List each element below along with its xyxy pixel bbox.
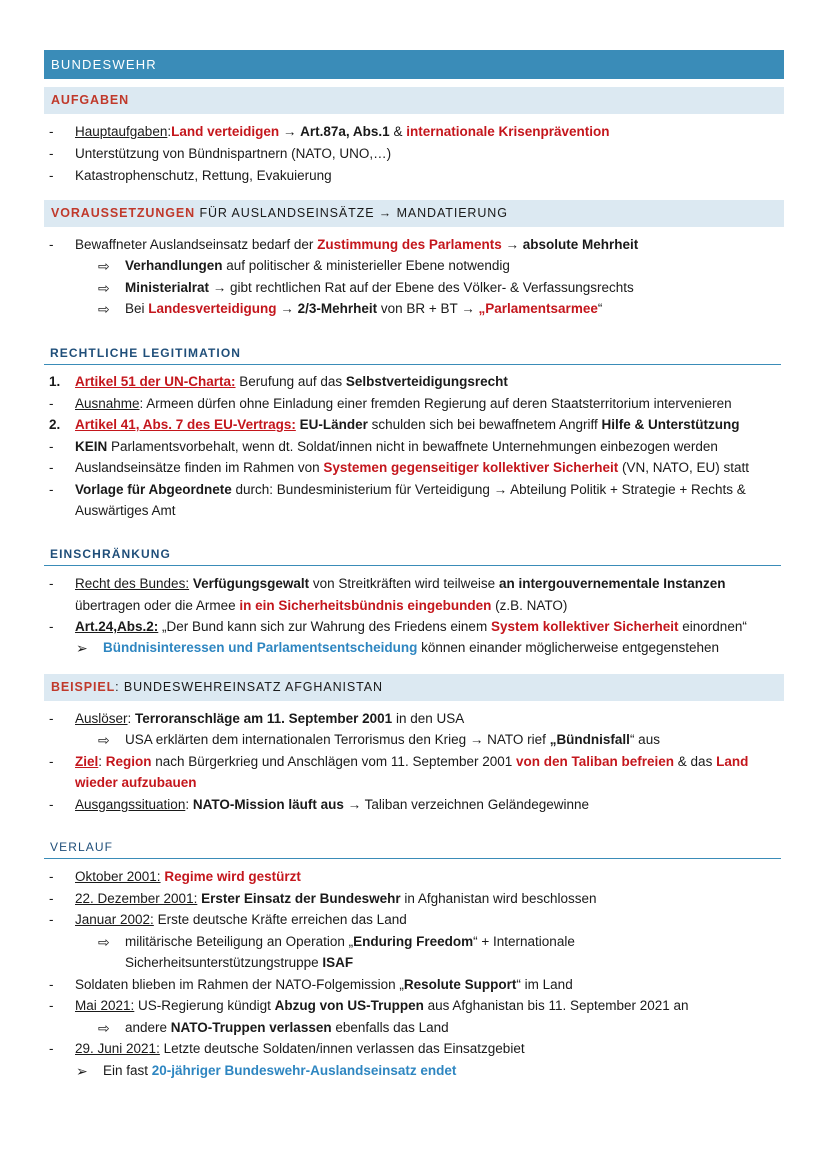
bullet-dash: - [49,146,54,161]
document-page: BUNDESWEHR AUFGABEN - Hauptaufgaben:Land verteidigen → Art.87a, Abs.1 & internationale Krisenprävention - Unterstützung von Bündnispartnern (NATO, UNO,…) - Katastrophenschutz, Rettung, Evakuierung VORAUSSETZUNGEN FÜR AUSLANDSEINSÄTZE → MANDATIERUNG - Bewaffneter Auslandseinsatz bedarf der Zustimmung des Parlaments → absolute Mehrheit ⇨ Verhandlungen auf politischer & ministerieller Ebene notwendig ⇨ Ministerialrat → gibt rechtlichen Rat auf der Ebene des Völker- & Verfassungsrechts ⇨ Bei Landesverteidigung → 2/3-Mehrheit von BR + BT → „Parlamentsarmee“ RECHTLICHE LEGITIMATION 1. Artikel 51 der UN-Charta: Berufung auf das Selbstverteidigungsrecht - Ausnahme: Armeen dürfen ohne Einladung einer fremden Regierung auf deren Staatsterritorium intervenieren 2. Artikel 41, Abs. 7 des EU-Vertrags: EU-Länder schulden sich bei bewaffnetem Angriff Hilfe & Unterstützung - KEIN Parlamentsvorbehalt, wenn dt. Soldat/innen nicht in bewaffnete Unternehmungen einbezogen werden - Auslandseinsätze finden im Rahmen von Systemen gegenseitiger kollektiver Sicherheit (VN, NATO, EU) statt - Vorlage für Abgeordnete durch: Bundesministerium für Verteidigung → Abteilung Politik + Strategie + Rechts & Auswärtiges Amt EINSCHRÄNKUNG - Recht des Bundes: Verfügungsgewalt von Streitkräften wird teilweise an intergouvernementale Instanzen übertragen oder die Armee in ein Sicherheitsbündnis eingebunden (z.B. NATO) - Art.24,Abs.2: „Der Bund kann sich zur Wahrung des Friedens einem System kollektiver Sicherheit einordnen“ ➢ Bündnisinteressen und Parlamentsentscheidung können einander möglicherweise entgegenstehen BEISPIEL: BUNDESWEHREINSATZ AFGHANISTAN - Auslöser: Terroranschläge am 11. September 2001 in den USA ⇨ USA erklärten dem internationalen Terrorismus den Krieg → NATO rief „Bündnisfall“ aus - Ziel: Region nach Bürgerkrieg und Anschlägen vom 11. September 2001 von den Taliban befreien & das Land wieder aufzubauen - Ausgangssituation: NATO-Mission läuft aus → Taliban verzeichnen Geländegewinne VERLAUF - Oktober 2001: Regime wird gestürzt - 22. Dezember 2001: Erster Einsatz der Bundeswehr in Afghanistan wird beschlossen - Januar 2002: Erste deutsche Kräfte erreichen das Land ⇨ militärische Beteiligung an Operation „Enduring Freedom“ + Internationale Sicherheitsunterstützungstruppe ISAF - Soldaten blieben im Rahmen der NATO-Folgemission „Resolute Support“ im Land - Mai 2021: US-Regierung kündigt Abzug von US-Truppen aus Afghanistan bis 11. September 2021 an ⇨ andere NATO-Truppen verlassen ebenfalls das Land - 29. Juni 2021: Letzte deutsche Soldaten/innen verlassen das Einsatzgebiet ➢ Ein fast 20-jähriger Bundeswehr-Auslandseinsatz endet [0,0,828,1171]
bullet-dash: - [49,124,54,139]
triangle-arrow-icon: ➢ [76,640,88,656]
bullet-dash: - [49,998,54,1013]
bullet-dash: - [49,891,54,906]
triangle-arrow-icon: ➢ [76,1063,88,1079]
bullet-dash: - [49,754,54,769]
section-heading-legitimation: RECHTLICHE LEGITIMATION [44,343,781,365]
bullet-dash: - [49,396,54,411]
bullet-dash: - [49,237,54,252]
bullet-dash: - [49,460,54,475]
section-heading-einschraenkung: EINSCHRÄNKUNG [44,544,781,566]
hollow-arrow-icon: ⇨ [98,732,110,748]
bullet-dash: - [49,869,54,884]
bullet-dash: - [49,797,54,812]
bullet-dash: - [49,977,54,992]
bullet-dash: - [49,711,54,726]
hollow-arrow-icon: ⇨ [98,258,110,274]
page-title: BUNDESWEHR [51,57,157,72]
section-heading-aufgaben: AUFGABEN [44,87,784,114]
section-heading-verlauf: VERLAUF [44,837,781,859]
section-heading-beispiel: BEISPIEL: BUNDESWEHREINSATZ AFGHANISTAN [44,674,784,701]
hollow-arrow-icon: ⇨ [98,280,110,296]
bullet-dash: - [49,619,54,634]
bullet-dash: - [49,439,54,454]
bullet-dash: - [49,576,54,591]
hollow-arrow-icon: ⇨ [98,1020,110,1036]
bullet-dash: - [49,168,54,183]
hollow-arrow-icon: ⇨ [98,934,110,950]
title-bar [44,50,784,79]
section-heading-voraussetzungen: VORAUSSETZUNGEN FÜR AUSLANDSEINSÄTZE → MANDATIERUNG [44,200,784,227]
bullet-dash: - [49,912,54,927]
bullet-dash: - [49,1041,54,1056]
hollow-arrow-icon: ⇨ [98,301,110,317]
bullet-dash: - [49,482,54,497]
